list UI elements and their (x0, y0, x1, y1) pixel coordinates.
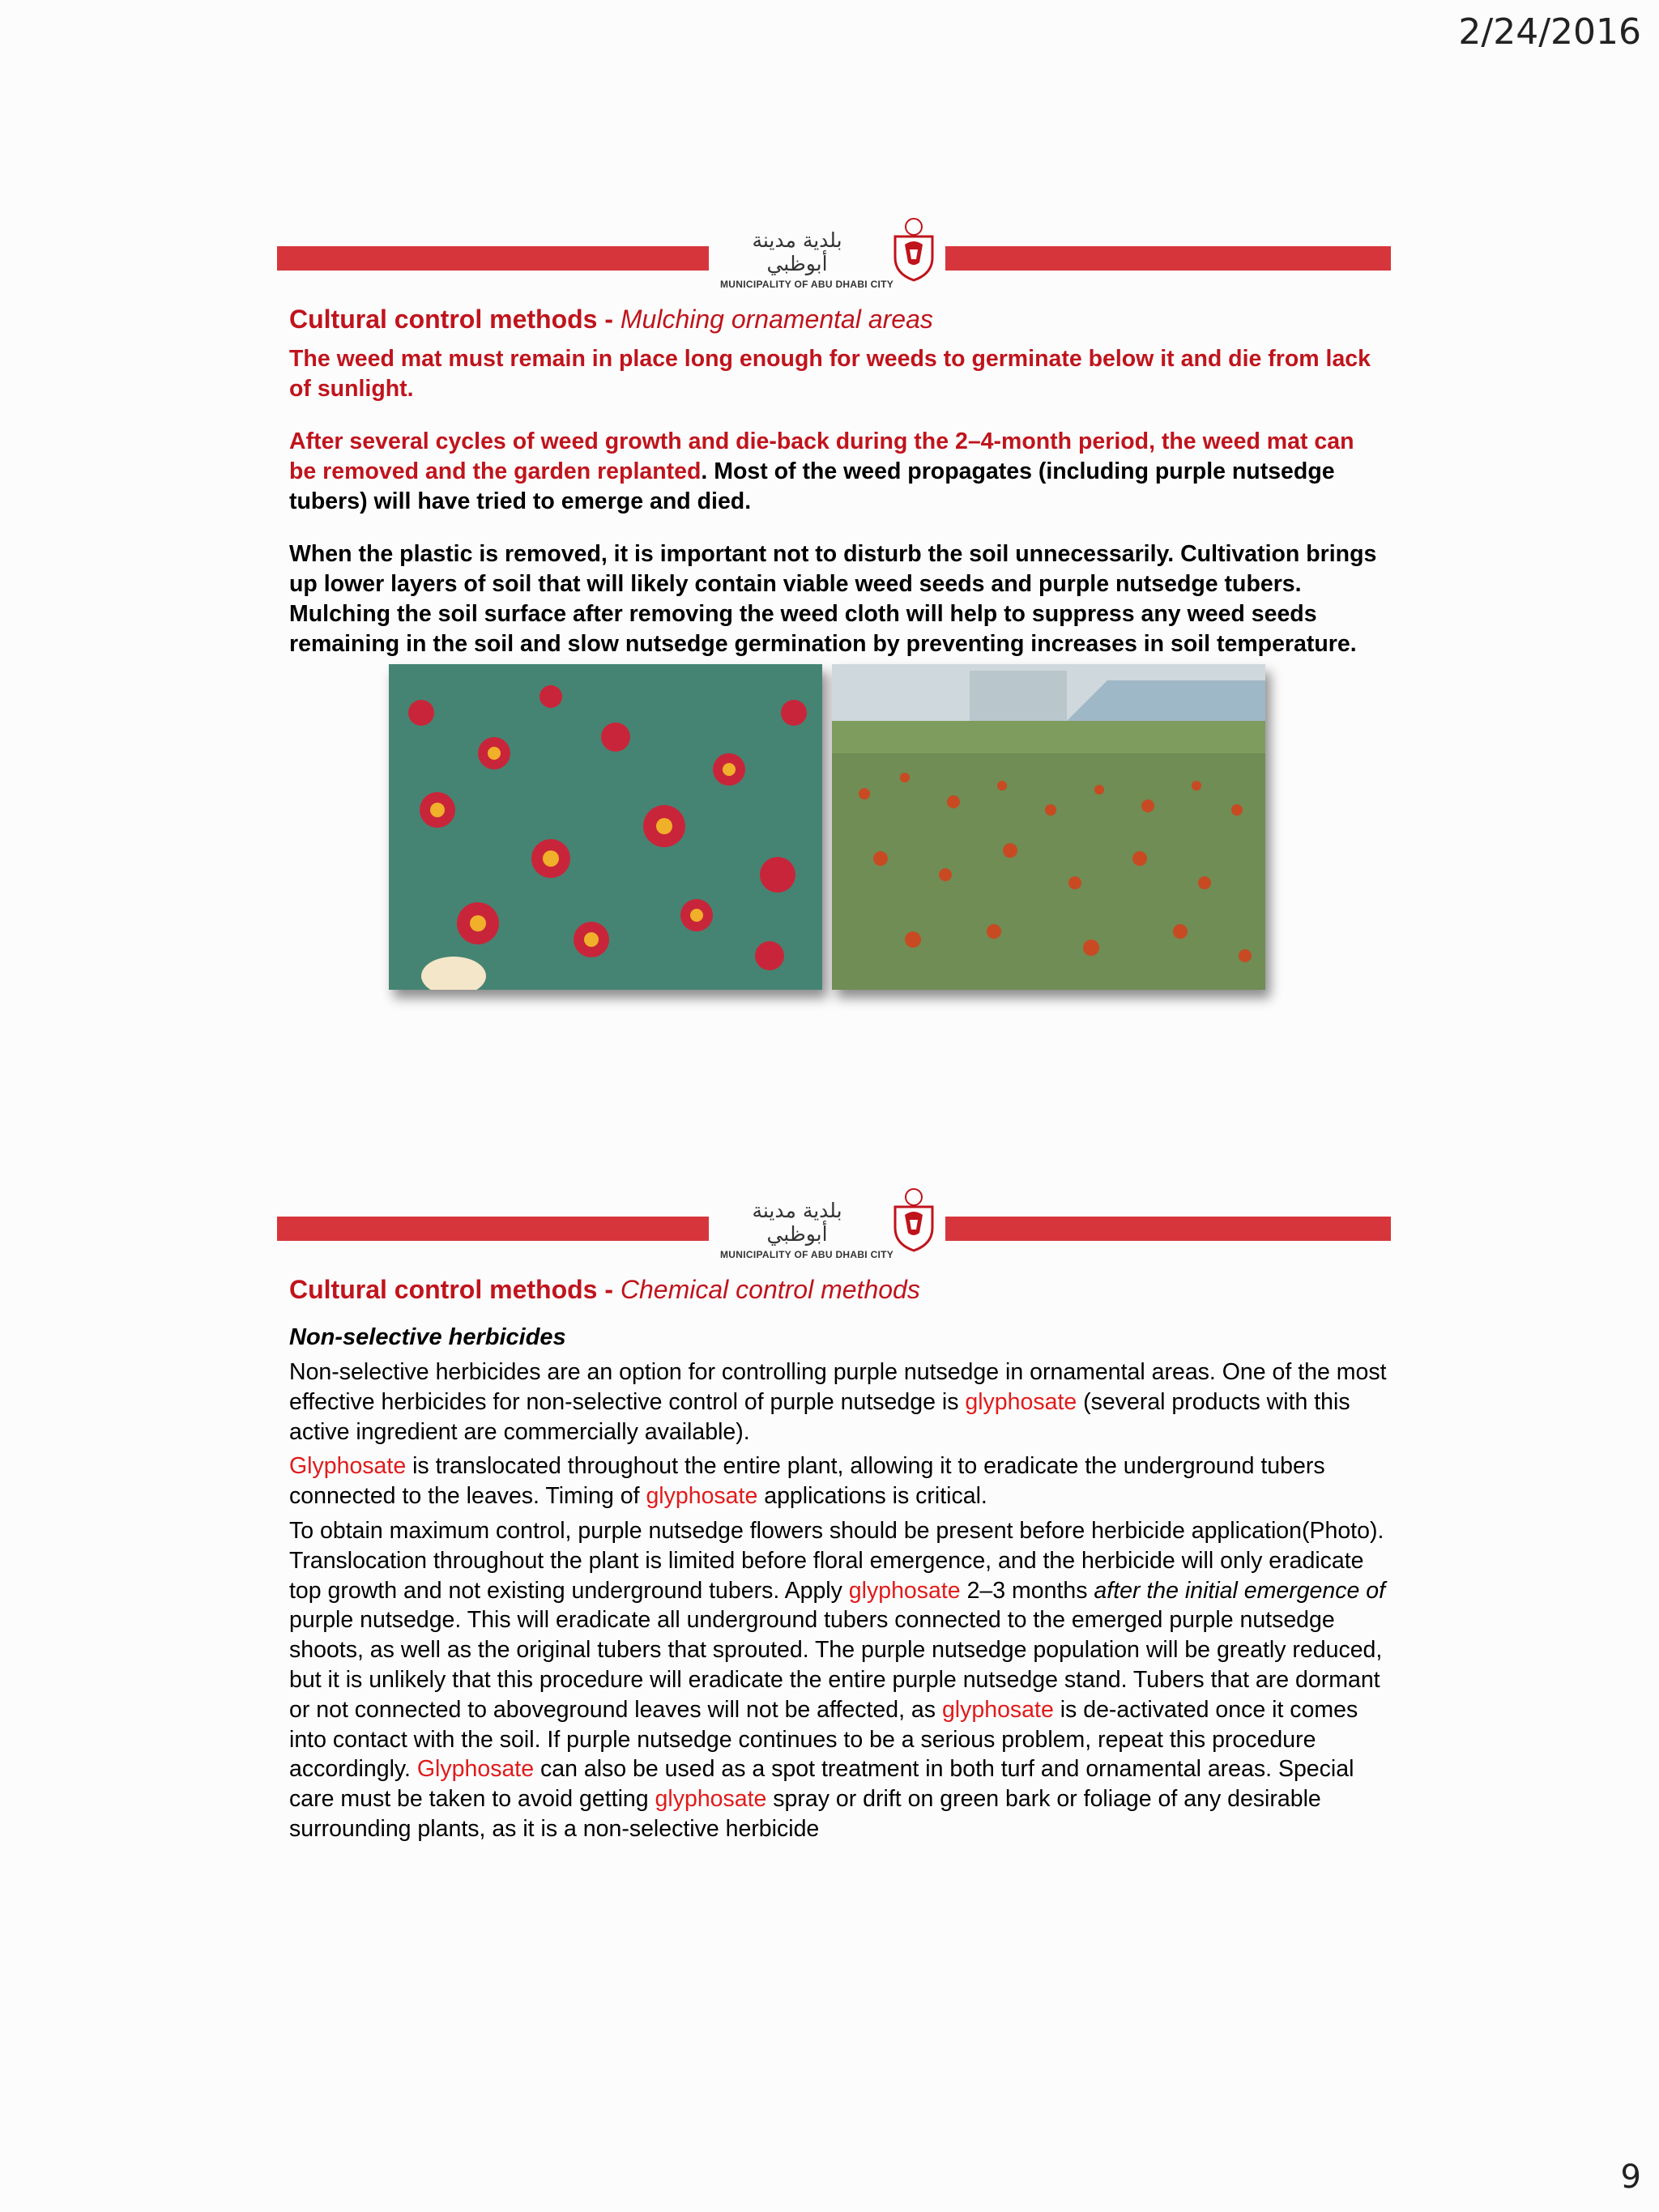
page-number: 9 (1620, 2159, 1641, 2196)
logo-english: MUNICIPALITY OF ABU DHABI CITY (720, 279, 894, 290)
paragraph-translocation (289, 1451, 1387, 1511)
paragraph-plastic-removal: When the plastic is removed, it is important not to disturb the soil unnecessarily. Cultivation brings up lower layers of soil that will likely contain viable weed seeds and purple nutsedge tubers. Mulching the soil surface after removing the weed cloth will help to suppress any weed seeds remaining in the soil and slow nutsedge germination by preventing increases in soil temperature. (289, 541, 1377, 657)
slide-mulching (277, 217, 1391, 1035)
cycles-black-text: . Most of the weed propagates (including purple nutsedge tubers) will have tried to emerge and died. (289, 458, 1335, 514)
title-main: Cultural control methods (289, 305, 598, 334)
paragraph-intro (289, 1357, 1387, 1447)
banner-bar-right (945, 246, 1391, 271)
text: 2–3 months (960, 1577, 1094, 1604)
title-separator: - (597, 305, 621, 334)
text: applications is critical. (757, 1483, 987, 1510)
cycles-red-text: After several cycles of weed growth and die-back during the 2–4-month period, the weed mat can be removed and the garden replanted (289, 428, 1354, 484)
italic-text: after the initial emergence of (1094, 1577, 1386, 1604)
keyword-glyphosate: glyphosate (655, 1786, 767, 1813)
falcon-emblem-icon (889, 1187, 939, 1252)
text: (several products with this active ingredient are commercially available). (289, 1388, 1350, 1445)
title-subtitle: Mulching ornamental areas (620, 305, 933, 334)
slide-chemical-control (277, 1187, 1391, 1916)
logo-arabic: بلدية مدينة أبوظبي (752, 1199, 842, 1246)
banner-bar-left (277, 1217, 709, 1241)
herbicide-body (289, 1357, 1387, 1844)
slide-banner (277, 217, 1391, 298)
slide-title (289, 1275, 1391, 1305)
banner-bar-left (277, 246, 709, 271)
text: is de-activated once it comes into contact with the soil. If purple nutsedge continues to be a serious problem, repeat this procedure accordingly. (289, 1696, 1358, 1783)
text: Non-selective herbicides are an option for controlling purple nutsedge in ornamental areas. One of the most effective herbicides for non-selective control of purple nutsedge is (289, 1359, 1387, 1415)
keyword-glyphosate: glyphosate (646, 1483, 758, 1510)
photo-row (277, 664, 1391, 996)
paragraph-maximum-control (289, 1516, 1387, 1844)
logo-arabic: بلدية مدينة أبوظبي (752, 228, 842, 275)
title-main: Cultural control methods (289, 1275, 598, 1304)
text: is translocated throughout the entire plant, allowing it to eradicate the underground tubers connected to the leaves. Timing of (289, 1453, 1325, 1510)
keyword-glyphosate: Glyphosate (416, 1756, 535, 1783)
paragraph-weed-mat: The weed mat must remain in place long enough for weeds to germinate below it and die from lack of sunlight. (289, 346, 1371, 402)
text: purple nutsedge. This will eradicate all underground tubers connected to the emerged purple nutsedge shoots, as well as the original tubers that sprouted. The purple nutsedge population will be greatly reduced, but it is unlikely that this procedure will eradicate the entire purple nutsedge stand. Tubers that are dormant or not connected to aboveground leaves will not be affected, as (289, 1607, 1383, 1723)
falcon-emblem-icon (889, 217, 939, 282)
slide-title (289, 305, 1391, 335)
paragraph-cycles (289, 427, 1383, 517)
keyword-glyphosate: Glyphosate (289, 1453, 407, 1480)
section-heading: Non-selective herbicides (289, 1324, 566, 1350)
title-subtitle: Chemical control methods (620, 1275, 920, 1304)
flowerbed-with-building-photo (832, 664, 1265, 990)
banner-bar-right (945, 1217, 1391, 1241)
keyword-glyphosate: glyphosate (941, 1696, 1054, 1723)
text: spray or drift on green bark or foliage of any desirable surrounding plants, as it is a non-selective herbicide (289, 1786, 1321, 1842)
keyword-glyphosate: glyphosate (965, 1388, 1077, 1415)
text: To obtain maximum control, purple nutsedge flowers should be present before herbicide application(Photo). Translocation throughout the plant is limited before floral emergence, and the herbicide will only eradicate top growth and not existing underground tubers. Apply (289, 1517, 1384, 1604)
logo-english: MUNICIPALITY OF ABU DHABI CITY (720, 1249, 894, 1260)
slide-banner (277, 1187, 1391, 1268)
keyword-glyphosate: glyphosate (848, 1577, 961, 1604)
print-date: 2/24/2016 (1458, 11, 1641, 53)
marigold-closeup-photo (389, 664, 822, 990)
title-separator: - (597, 1275, 621, 1304)
text: can also be used as a spot treatment in both turf and ornamental areas. Special care must be taken to avoid getting (289, 1756, 1354, 1813)
